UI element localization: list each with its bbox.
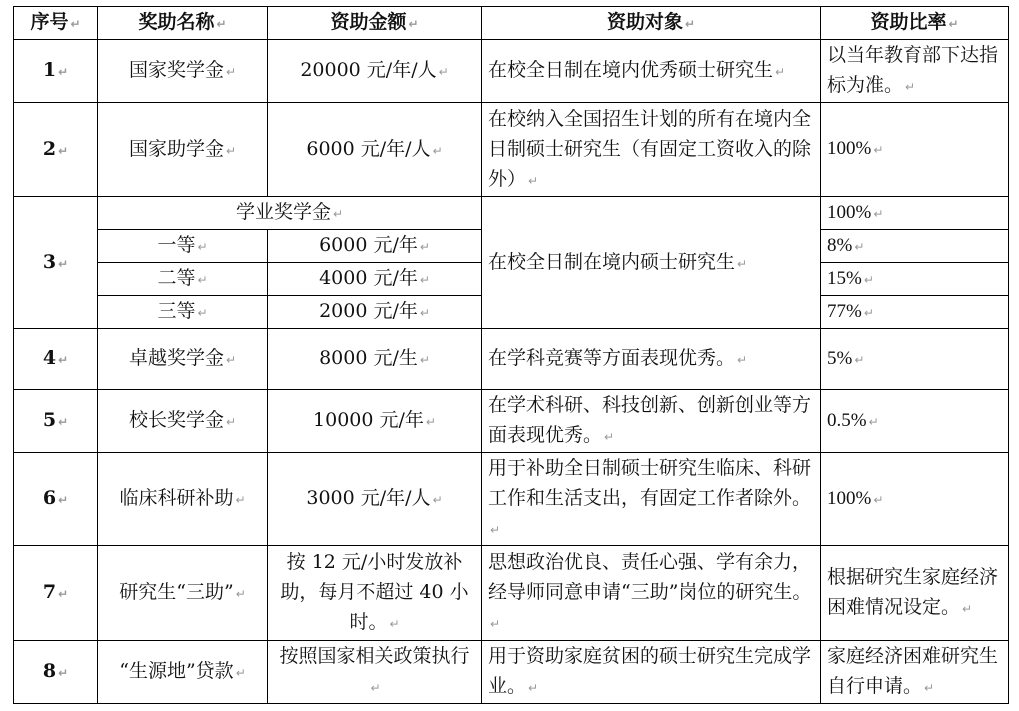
aid-ratio: 8% ↵ <box>821 230 1009 263</box>
header-amount: 资助金额 ↵ <box>268 7 482 40</box>
aid-amount: 6000 元/年 ↵ <box>268 230 482 263</box>
aid-ratio: 家庭经济困难研究生自行申请。 ↵ <box>821 641 1009 704</box>
scholarship-level: 一等 ↵ <box>98 230 268 263</box>
aid-amount: 4000 元/年 ↵ <box>268 263 482 296</box>
aid-ratio: 15% ↵ <box>821 263 1009 296</box>
table-row <box>14 197 1009 230</box>
aid-ratio: 100% ↵ <box>821 103 1009 197</box>
table-row <box>14 641 1009 704</box>
aid-ratio: 5% ↵ <box>821 329 1009 390</box>
aid-amount: 3000 元/年/人 ↵ <box>268 453 482 546</box>
aid-ratio: 以当年教育部下达指标为准。 ↵ <box>821 40 1009 103</box>
aid-ratio: 根据研究生家庭经济困难情况设定。 ↵ <box>821 546 1009 641</box>
scholarship-level: 三等 ↵ <box>98 296 268 329</box>
aid-amount: 按照国家相关政策执行↵ <box>268 641 482 704</box>
aid-ratio: 0.5% ↵ <box>821 390 1009 453</box>
aid-name: 学业奖学金 ↵ <box>98 197 482 230</box>
scholarship-level: 二等 ↵ <box>98 263 268 296</box>
header-target: 资助对象 ↵ <box>482 7 821 40</box>
aid-amount: 8000 元/生 ↵ <box>268 329 482 390</box>
aid-ratio: 77% ↵ <box>821 296 1009 329</box>
aid-name: 研究生“三助” ↵ <box>98 546 268 641</box>
aid-amount: 6000 元/年/人 ↵ <box>268 103 482 197</box>
table-row <box>14 546 1009 641</box>
table-row <box>14 390 1009 453</box>
row-number: 6 ↵ <box>14 453 98 546</box>
aid-target: 用于资助家庭贫困的硕士研究生完成学业。 ↵ <box>482 641 821 704</box>
header-ratio: 资助比率 ↵ <box>821 7 1009 40</box>
aid-target: 在学科竞赛等方面表现优秀。 ↵ <box>482 329 821 390</box>
aid-ratio: 100% ↵ <box>821 453 1009 546</box>
row-number: 8 ↵ <box>14 641 98 704</box>
row-number: 7 ↵ <box>14 546 98 641</box>
aid-target: 思想政治优良、责任心强、学有余力，经导师同意申请“三助”岗位的研究生。↵ <box>482 546 821 641</box>
aid-name: 校长奖学金 ↵ <box>98 390 268 453</box>
aid-name: 国家助学金 ↵ <box>98 103 268 197</box>
aid-target: 用于补助全日制硕士研究生临床、科研工作和生活支出，有固定工作者除外。↵ <box>482 453 821 546</box>
header-name: 奖助名称 ↵ <box>98 7 268 40</box>
aid-ratio: 100% ↵ <box>821 197 1009 230</box>
aid-name: “生源地”贷款 ↵ <box>98 641 268 704</box>
table-row <box>14 329 1009 390</box>
table-row <box>14 103 1009 197</box>
aid-name: 临床科研补助 ↵ <box>98 453 268 546</box>
aid-amount: 按 12 元/小时发放补助，每月不超过 40 小时。 ↵ <box>268 546 482 641</box>
row-number: 1 ↵ <box>14 40 98 103</box>
header-no: 序号 ↵ <box>14 7 98 40</box>
aid-target: 在校纳入全国招生计划的所有在境内全日制硕士研究生（有固定工资收入的除外） ↵ <box>482 103 821 197</box>
aid-target: 在学术科研、科技创新、创新创业等方面表现优秀。 ↵ <box>482 390 821 453</box>
aid-amount: 20000 元/年/人 ↵ <box>268 40 482 103</box>
aid-name: 国家奖学金 ↵ <box>98 40 268 103</box>
aid-amount: 10000 元/年 ↵ <box>268 390 482 453</box>
row-number: 5 ↵ <box>14 390 98 453</box>
header-row <box>14 7 1009 40</box>
aid-table <box>13 6 1009 704</box>
table-row <box>14 453 1009 546</box>
row-number: 2 ↵ <box>14 103 98 197</box>
aid-target: 在校全日制在境内优秀硕士研究生 ↵ <box>482 40 821 103</box>
aid-amount: 2000 元/年 ↵ <box>268 296 482 329</box>
aid-table-container <box>13 6 1009 704</box>
aid-target: 在校全日制在境内硕士研究生 ↵ <box>482 197 821 329</box>
aid-name: 卓越奖学金 ↵ <box>98 329 268 390</box>
row-number: 3 ↵ <box>14 197 98 329</box>
table-row <box>14 40 1009 103</box>
row-number: 4 ↵ <box>14 329 98 390</box>
